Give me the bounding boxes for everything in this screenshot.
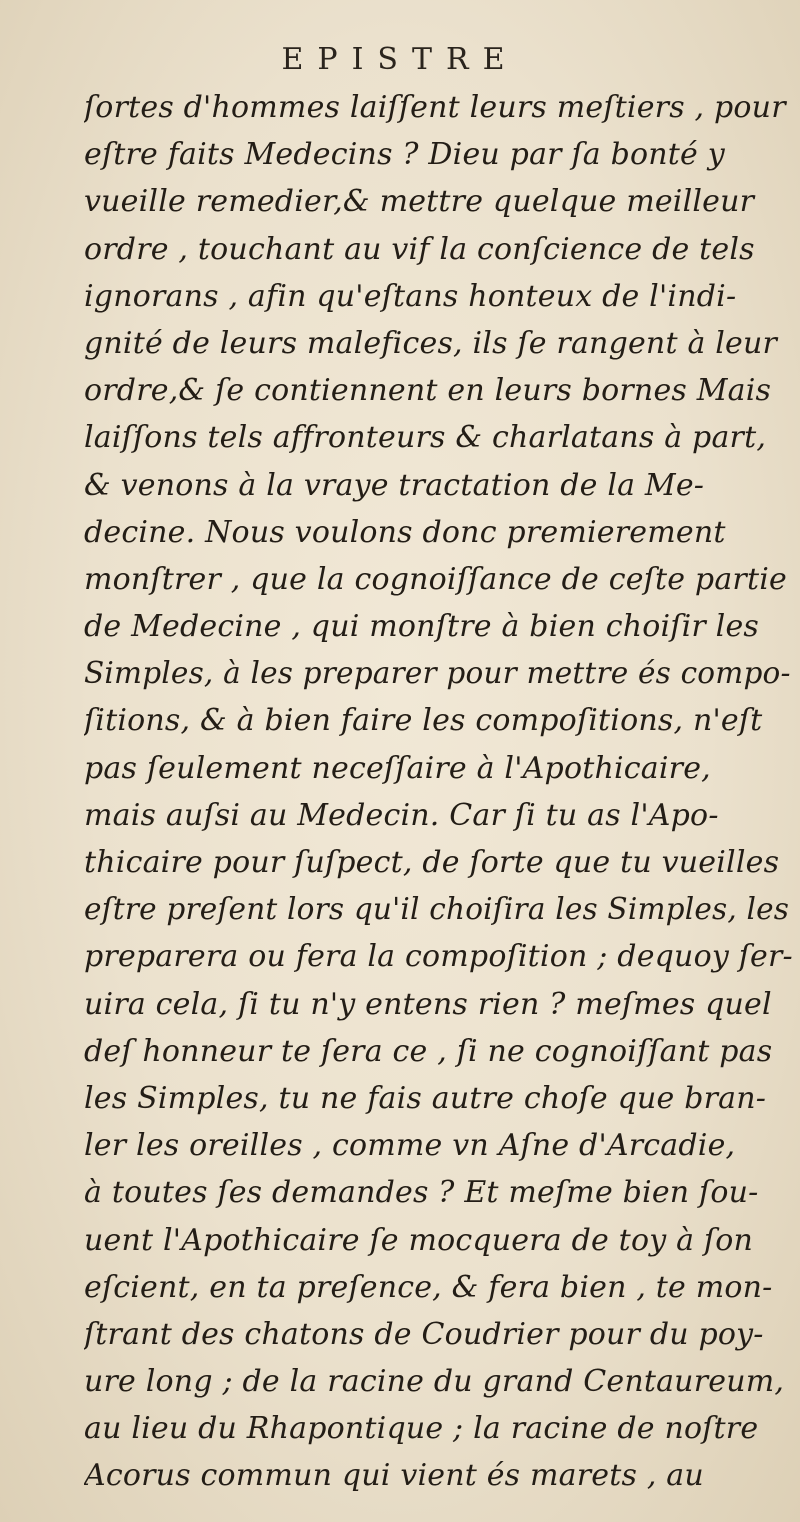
text-line: ordre,& ſe contiennent en leurs bornes Mais: [84, 373, 772, 409]
text-block: [84, 84, 794, 1500]
text-line: ordre , touchant au vif la conſcience de tels: [84, 231, 755, 267]
text-line: Simples, à les preparer pour mettre és compo-: [84, 656, 791, 691]
text-line: eſcient, en ta preſence, & fera bien , te mon-: [84, 1269, 773, 1305]
text-line: Acorus commun qui vient és marets , au: [84, 1458, 704, 1494]
text-line: decine. Nous voulons donc premierement: [84, 514, 726, 550]
running-head: EPISTRE: [281, 42, 519, 77]
text-line: eſtre faits Medecins ? Dieu par ſa bonté y: [84, 137, 725, 173]
text-line: ignorans , afin qu'eſtans honteux de l'indi-: [84, 278, 737, 314]
text-line: ſitions, & à bien faire les compoſitions, n'eſt: [84, 703, 763, 739]
text-line: au lieu du Rhapontique ; la racine de noſtre: [84, 1411, 759, 1447]
text-line: gnité de leurs malefices, ils ſe rangent à leur: [84, 325, 778, 361]
text-line: à toutes ſes demandes ? Et meſme bien ſou-: [84, 1175, 759, 1211]
text-line: de Medecine , qui monſtre à bien choiſir les: [84, 609, 760, 645]
text-line: mais auſsi au Medecin. Car ſi tu as l'Apo-: [84, 797, 719, 833]
text-line: uent l'Apothicaire ſe mocquera de toy à ſon: [84, 1222, 753, 1258]
text-line: ſtrant des chatons de Coudrier pour du poy-: [84, 1316, 764, 1352]
text-line: deſ honneur te ſera ce , ſi ne cognoiſſant pas: [84, 1033, 773, 1069]
text-line: ſortes d'hommes laiſſent leurs meſtiers , pour: [84, 90, 786, 125]
text-line: preparera ou fera la compoſition ; dequoy ſer-: [84, 939, 793, 975]
text-line: pas ſeulement neceſſaire à l'Apothicaire,: [84, 750, 711, 786]
text-line: eſtre preſent lors qu'il choiſira les Simples, les: [84, 892, 790, 927]
text-line: uira cela, ſi tu n'y entens rien ? meſmes quel: [84, 986, 772, 1022]
text-line: monſtrer , que la cognoiſſance de ceſte partie: [84, 561, 787, 597]
text-line: ler les oreilles , comme vn Aſne d'Arcadie,: [84, 1128, 736, 1164]
text-line: ure long ; de la racine du grand Centaureum,: [84, 1364, 785, 1400]
text-line: & venons à la vraye tractation de la Me-: [84, 467, 705, 503]
text-line: laiſſons tels affronteurs & charlatans à part,: [84, 420, 767, 456]
text-line: thicaire pour ſuſpect, de ſorte que tu vueilles: [84, 845, 780, 880]
text-line: les Simples, tu ne fais autre choſe que bran-: [84, 1080, 767, 1116]
text-line: vueille remedier,& mettre quelque meilleur: [84, 184, 755, 220]
